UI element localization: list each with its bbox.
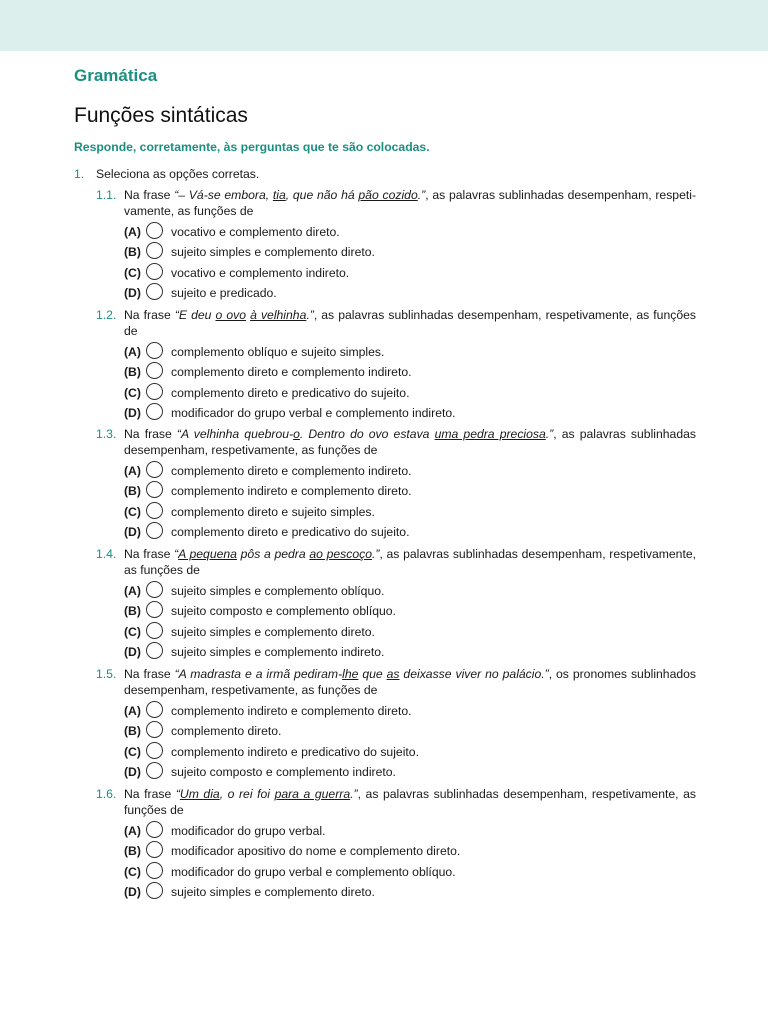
option-radio-circle[interactable] (146, 882, 163, 899)
option-letter: (A) (124, 344, 141, 359)
option-letter: (A) (124, 703, 141, 718)
option-text: sujeito composto e complemento oblíquo. (171, 604, 396, 619)
option-letter: (B) (124, 365, 141, 380)
option-row[interactable] (124, 762, 696, 783)
option-list (124, 821, 696, 903)
subquestion-stem: Na frase “A velhinha quebrou-o. Dentro do ovo estava uma pedra preciosa.”, as palavras sublinhadas desempenham, respetivamente, as funções de (124, 427, 696, 458)
option-letter: (D) (124, 406, 141, 421)
subquestion-number: 1.4. (96, 547, 117, 561)
option-radio-circle[interactable] (146, 222, 163, 239)
subquestion-3 (96, 426, 696, 543)
option-row[interactable] (124, 383, 696, 404)
option-letter: (A) (124, 463, 141, 478)
option-letter: (C) (124, 385, 141, 400)
option-text: complemento oblíquo e sujeito simples. (171, 344, 385, 359)
option-text: sujeito simples e complemento direto. (171, 245, 375, 260)
option-text: complemento indireto e complemento direto. (171, 703, 412, 718)
option-text: sujeito composto e complemento indireto. (171, 765, 396, 780)
option-letter: (C) (124, 624, 141, 639)
question-text: Seleciona as opções corretas. (96, 167, 260, 181)
option-text: sujeito e predicado. (171, 286, 277, 301)
option-text: modificador apositivo do nome e complemento direto. (171, 844, 461, 859)
option-letter: (B) (124, 604, 141, 619)
option-text: sujeito simples e complemento direto. (171, 624, 375, 639)
page-title: Funções sintáticas (74, 104, 248, 127)
option-radio-circle[interactable] (146, 481, 163, 498)
option-letter: (C) (124, 864, 141, 879)
option-radio-circle[interactable] (146, 342, 163, 359)
option-row[interactable] (124, 601, 696, 622)
subquestion-1 (96, 187, 696, 304)
option-letter: (A) (124, 583, 141, 598)
option-list (124, 461, 696, 543)
option-letter: (D) (124, 286, 141, 301)
subquestion-number: 1.5. (96, 667, 117, 681)
subquestion-5 (96, 666, 696, 783)
option-row[interactable] (124, 502, 696, 523)
option-letter: (C) (124, 265, 141, 280)
subquestion-4 (96, 546, 696, 663)
option-text: complemento direto e complemento indireto. (171, 365, 412, 380)
option-letter: (D) (124, 645, 141, 660)
option-row[interactable] (124, 283, 696, 304)
option-letter: (B) (124, 844, 141, 859)
option-row[interactable] (124, 622, 696, 643)
option-radio-circle[interactable] (146, 581, 163, 598)
option-radio-circle[interactable] (146, 642, 163, 659)
option-radio-circle[interactable] (146, 263, 163, 280)
option-text: complemento direto. (171, 724, 282, 739)
option-letter: (D) (124, 885, 141, 900)
subquestion-number: 1.2. (96, 308, 117, 322)
option-row[interactable] (124, 481, 696, 502)
option-row[interactable] (124, 263, 696, 284)
subquestion-2 (96, 307, 696, 424)
option-radio-circle[interactable] (146, 522, 163, 539)
option-letter: (A) (124, 823, 141, 838)
option-letter: (B) (124, 245, 141, 260)
option-text: complemento direto e complemento indireto. (171, 463, 412, 478)
option-letter: (B) (124, 724, 141, 739)
option-list (124, 222, 696, 304)
option-row[interactable] (124, 522, 696, 543)
question-number: 1. (74, 167, 85, 181)
option-row[interactable] (124, 362, 696, 383)
option-row[interactable] (124, 461, 696, 482)
option-radio-circle[interactable] (146, 283, 163, 300)
option-text: sujeito simples e complemento direto. (171, 885, 375, 900)
subquestion-stem: Na frase “A madrasta e a irmã pediram-lhe que as deixasse viver no palácio.”, os pronomes sublinhados desempenham, respetivamente, as funções de (124, 667, 697, 698)
option-text: vocativo e complemento indireto. (171, 265, 350, 280)
option-text: complemento indireto e complemento direto. (171, 484, 412, 499)
option-row[interactable] (124, 821, 696, 842)
option-row[interactable] (124, 222, 696, 243)
instruction-text: Responde, corretamente, às perguntas que te são colocadas. (74, 140, 430, 154)
option-radio-circle[interactable] (146, 403, 163, 420)
option-text: modificador do grupo verbal e complemento indireto. (171, 406, 456, 421)
option-radio-circle[interactable] (146, 242, 163, 259)
option-text: sujeito simples e complemento indireto. (171, 645, 385, 660)
option-letter: (D) (124, 525, 141, 540)
option-text: complemento direto e predicativo do sujeito. (171, 525, 410, 540)
subquestion-6 (96, 786, 696, 903)
option-list (124, 701, 696, 783)
option-radio-circle[interactable] (146, 601, 163, 618)
option-text: complemento indireto e predicativo do sujeito. (171, 744, 419, 759)
option-row[interactable] (124, 841, 696, 862)
option-row[interactable] (124, 581, 696, 602)
option-row[interactable] (124, 403, 696, 424)
option-list (124, 581, 696, 663)
subquestion-stem: Na frase “A pequena pôs a pedra ao pescoço.”, as palavras sublinhadas desempenham, respetivamente, as funções de (124, 547, 696, 578)
option-radio-circle[interactable] (146, 622, 163, 639)
option-radio-circle[interactable] (146, 362, 163, 379)
option-radio-circle[interactable] (146, 721, 163, 738)
option-row[interactable] (124, 642, 696, 663)
option-letter: (D) (124, 765, 141, 780)
option-radio-circle[interactable] (146, 742, 163, 759)
option-text: vocativo e complemento direto. (171, 224, 340, 239)
option-row[interactable] (124, 342, 696, 363)
option-row[interactable] (124, 862, 696, 883)
option-text: complemento direto e sujeito simples. (171, 504, 375, 519)
subquestion-stem: Na frase “– Vá-se embora, tia, que não há pão cozido.”, as palavras sublinhadas desempenham, respeti-vamente, as funções de (124, 188, 697, 219)
subquestion-number: 1.1. (96, 188, 117, 202)
option-list (124, 342, 696, 424)
option-row[interactable] (124, 721, 696, 742)
subquestion-stem: Na frase “Um dia, o rei foi para a guerra.”, as palavras sublinhadas desempenham, respetivamente, as funções de (124, 787, 696, 818)
option-radio-circle[interactable] (146, 502, 163, 519)
option-row[interactable] (124, 701, 696, 722)
option-radio-circle[interactable] (146, 862, 163, 879)
option-text: modificador do grupo verbal e complemento oblíquo. (171, 864, 456, 879)
option-radio-circle[interactable] (146, 821, 163, 838)
option-letter: (C) (124, 504, 141, 519)
option-text: sujeito simples e complemento oblíquo. (171, 583, 385, 598)
option-text: modificador do grupo verbal. (171, 823, 326, 838)
option-letter: (B) (124, 484, 141, 499)
option-row[interactable] (124, 242, 696, 263)
section-label: Gramática (74, 66, 158, 85)
option-letter: (A) (124, 224, 141, 239)
option-radio-circle[interactable] (146, 461, 163, 478)
option-radio-circle[interactable] (146, 841, 163, 858)
top-band (0, 0, 768, 51)
subquestion-number: 1.3. (96, 427, 117, 441)
option-radio-circle[interactable] (146, 701, 163, 718)
subquestion-number: 1.6. (96, 787, 117, 801)
option-text: complemento direto e predicativo do sujeito. (171, 385, 410, 400)
option-radio-circle[interactable] (146, 762, 163, 779)
subquestion-stem: Na frase “E deu o ovo à velhinha.”, as palavras sublinhadas desempenham, respetivamente, as funções de (124, 308, 696, 339)
option-letter: (C) (124, 744, 141, 759)
option-radio-circle[interactable] (146, 383, 163, 400)
option-row[interactable] (124, 742, 696, 763)
option-row[interactable] (124, 882, 696, 903)
